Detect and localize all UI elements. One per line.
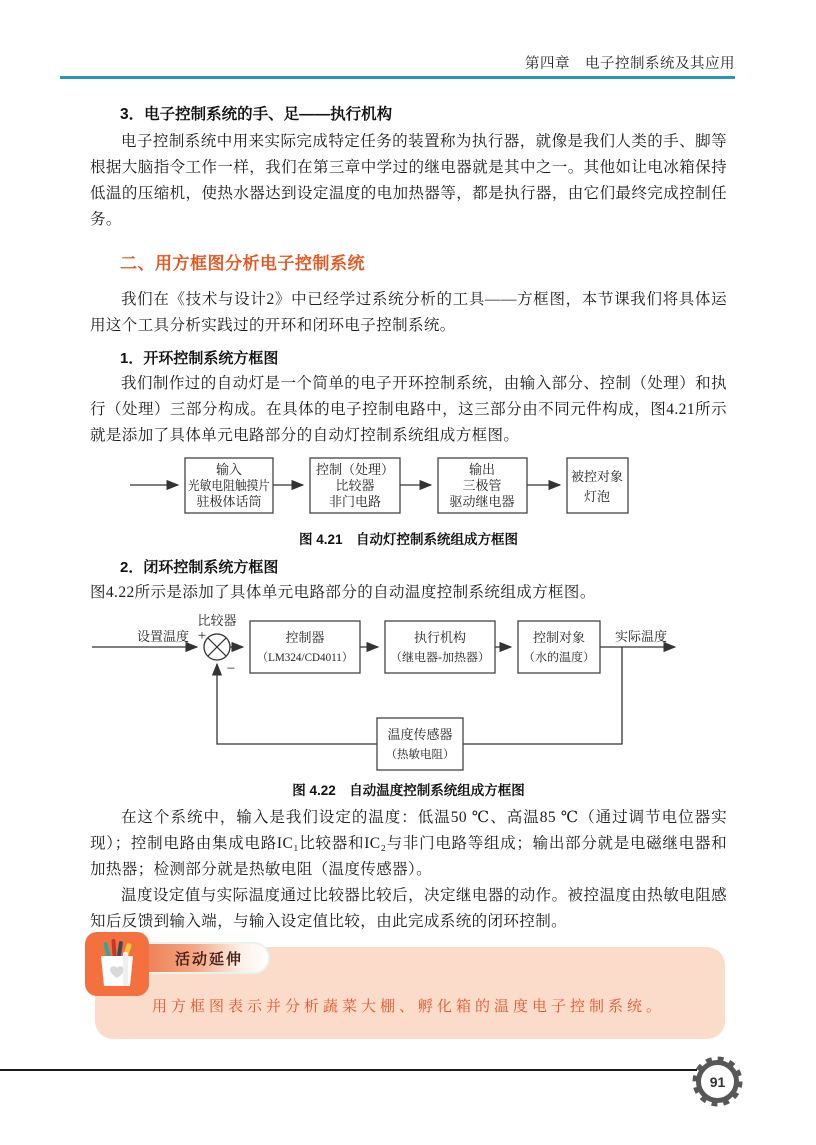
svg-text:控制（处理）: 控制（处理） xyxy=(315,462,395,477)
figure-421-diagram xyxy=(90,453,727,525)
svg-text:比较器: 比较器 xyxy=(335,478,375,493)
footer-rule xyxy=(0,1069,697,1071)
figure-421-caption: 图 4.21 自动灯控制系统组成方框图 xyxy=(298,532,519,547)
svg-text:被控对象: 被控对象 xyxy=(570,469,624,484)
closed-loop-block-diagram xyxy=(90,610,730,776)
svg-text:（热敏电阻）: （热敏电阻） xyxy=(385,749,455,761)
chapter-header: 第四章 电子控制系统及其应用 xyxy=(525,56,735,72)
paragraph-open-loop: 我们制作过的自动灯是一个简单的电子开环控制系统，由输入部分、控制（处理）和执行（处理）三部分构成。在具体的电子控制电路中，这三部分由不同元件构成，图4.21所示就是添加了具体单元电路部分的自动灯控制系统组成方框图。 xyxy=(90,375,727,444)
activity-tab xyxy=(130,942,270,974)
svg-text:（继电器-加热器）: （继电器-加热器） xyxy=(390,652,486,664)
svg-text:（LM324/CD4011）: （LM324/CD4011） xyxy=(257,652,357,664)
minus-sign: − xyxy=(226,661,236,677)
header-rule xyxy=(60,76,735,79)
svg-text:非门电路: 非门电路 xyxy=(328,494,382,509)
heading-actuator: 3．电子控制系统的手、足——执行机构 xyxy=(120,106,393,123)
svg-text:驱动继电器: 驱动继电器 xyxy=(449,494,515,509)
plus-sign: + xyxy=(197,628,207,644)
svg-text:控制对象: 控制对象 xyxy=(532,630,586,645)
paragraph-analysis-2: 温度设定值与实际温度通过比较器比较后，决定继电器的动作。被控温度由热敏电阻感知后反馈到输入端，与输入设定值比较，由此完成系统的闭环控制。 xyxy=(90,887,727,930)
paragraph-intro: 我们在《技术与设计2》中已经学过系统分析的工具——方框图，本节课我们将具体运用这个工具分析实践过的开环和闭环电子控制系统。 xyxy=(90,291,727,334)
heading-closed-loop: 2．闭环控制系统方框图 xyxy=(120,559,279,576)
figure-422-diagram xyxy=(90,610,727,776)
paragraph-analysis-1: 在这个系统中，输入是我们设定的温度：低温50 ℃、高温85 ℃（通过调节电位器实现）；控制电路由集成电路IC₁比较器和IC₂与非门电路等组成；输出部分就是电磁继电器和加热器；检测部分就是热敏电阻（温度传感器）。 xyxy=(90,809,727,878)
paragraph-closed-loop: 图4.22所示是添加了具体单元电路部分的自动温度控制系统组成方框图。 xyxy=(90,584,596,601)
svg-text:温度传感器: 温度传感器 xyxy=(387,727,453,742)
activity-extension-block xyxy=(90,947,727,1047)
svg-text:输入: 输入 xyxy=(215,462,243,477)
page-content xyxy=(90,100,727,1047)
paragraph-actuator: 电子控制系统中用来实际完成特定任务的装置称为执行器，就像是我们人类的手、脚等根据大脑指令工作一样，我们在第三章中学过的继电器就是其中之一。其他如让电冰箱保持低温的压缩机，使热水器达到设定温度的电加热器等，都是执行器，由它们最终完成控制任务。 xyxy=(90,133,727,228)
svg-text:执行机构: 执行机构 xyxy=(413,630,467,645)
svg-text:控制器: 控制器 xyxy=(285,630,325,645)
comparator-label: 比较器 xyxy=(197,613,237,628)
svg-text:光敏电阻触摸片: 光敏电阻触摸片 xyxy=(188,478,270,493)
activity-bag-icon xyxy=(85,932,149,996)
comparator-symbol xyxy=(204,634,230,660)
heading-open-loop: 1．开环控制系统方框图 xyxy=(120,350,279,367)
figure-422-caption: 图 4.22 自动温度控制系统组成方框图 xyxy=(292,783,525,798)
open-loop-block-diagram xyxy=(90,453,730,525)
svg-text:三极管: 三极管 xyxy=(462,478,502,493)
svg-text:灯泡: 灯泡 xyxy=(583,489,611,504)
set-temp-label: 设置温度 xyxy=(136,629,190,644)
svg-text:输出: 输出 xyxy=(468,462,496,477)
page-number: 91 xyxy=(709,1074,726,1090)
page-number-gear xyxy=(691,1055,744,1108)
activity-tab-label: 活动延伸 xyxy=(174,950,243,968)
activity-body-text: 用方框图表示并分析蔬菜大棚、孵化箱的温度电子控制系统。 xyxy=(152,999,666,1015)
actual-temp-label: 实际温度 xyxy=(614,629,668,644)
svg-text:驻极体话筒: 驻极体话筒 xyxy=(196,494,262,509)
svg-text:（水的温度）: （水的温度） xyxy=(523,652,592,664)
heading-block-diagram-section: 二、用方框图分析电子控制系统 xyxy=(120,254,365,273)
